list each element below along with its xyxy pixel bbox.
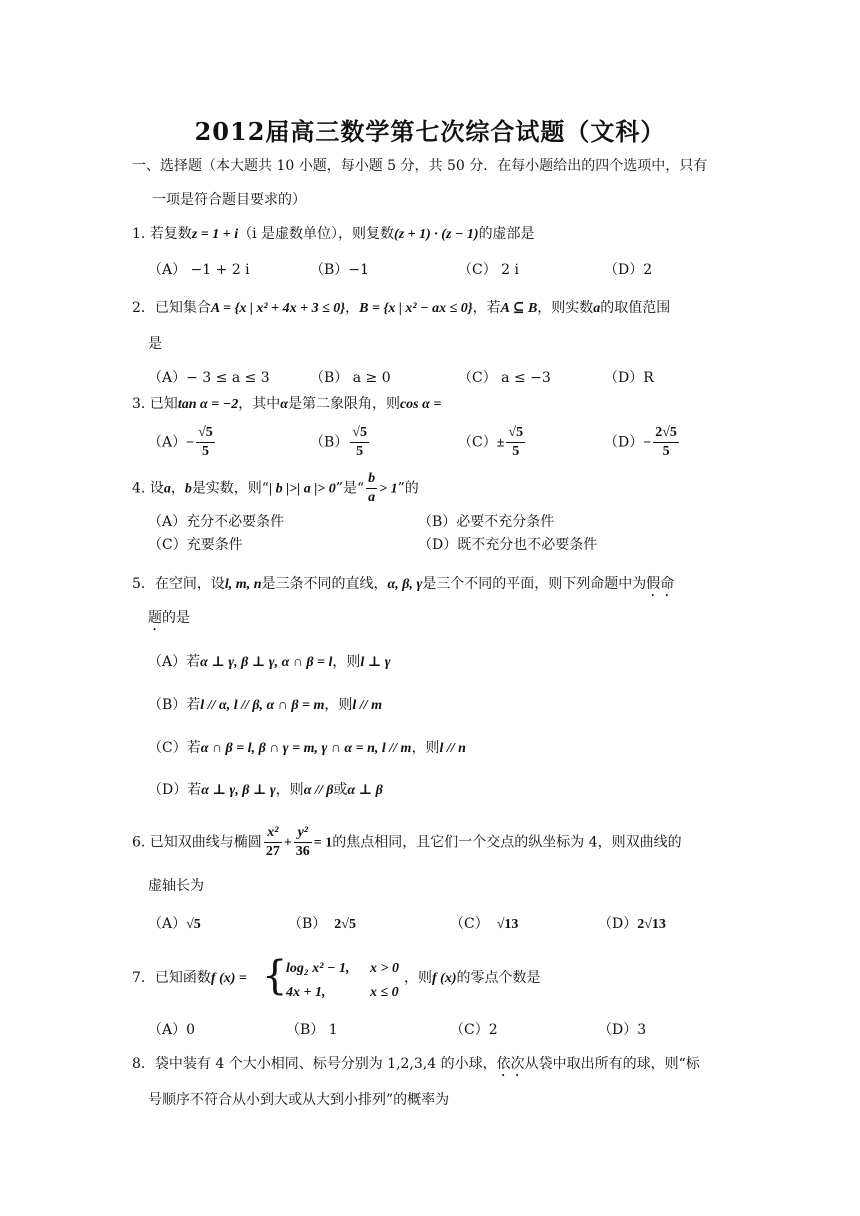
q5-lines: l, m, n (224, 577, 262, 592)
q5-emphasis: 假命 (646, 576, 675, 592)
q6-f1-den: 27 (265, 844, 280, 859)
q4-option-d: （D）既不充分也不必要条件 (418, 537, 598, 553)
q2-text-mid: ，若 (472, 300, 501, 316)
q6-plus: + (283, 835, 292, 851)
q7-case2-cond: x ≤ 0 (370, 985, 399, 1000)
q4-option-a: （A）充分不必要条件 (148, 514, 285, 530)
q3-c-num: √5 (506, 424, 525, 443)
q4-var-b: b (184, 481, 192, 497)
q5-line2-text: 的是 (162, 610, 190, 626)
q3-d-fraction (653, 424, 679, 461)
q8-emphasis: 依次 (496, 1056, 525, 1072)
q4-var-a: a (163, 481, 171, 497)
q3-b-fraction (350, 424, 369, 461)
q1-option-b: （B）−1 (310, 262, 369, 278)
q7-case-2-cond (370, 982, 399, 1003)
q5-d-or: 或 (333, 782, 348, 798)
q4-frac-den: a (368, 490, 376, 505)
q3-alpha: α (280, 397, 288, 412)
q1-text-post: 的虚部是 (478, 226, 535, 242)
q7-option-a: （A）0 (148, 1022, 196, 1038)
q1-text-pre: 1. 若复数 (132, 226, 192, 242)
q3-option-d (604, 424, 681, 461)
q3-text-mid: ，其中 (238, 396, 281, 412)
q5-a-math: α ⊥ γ, β ⊥ γ, α ∩ β = l (200, 655, 333, 670)
q4-frac-num: b (366, 470, 377, 489)
q8-text-pre: 8．袋中装有 4 个大小相同、标号分别为 1,2,3,4 的小球， (132, 1056, 497, 1072)
q1-math-expr: (z + 1) · (z − 1) (394, 227, 479, 242)
q5-b-result: l // m (352, 698, 382, 713)
q3-d-num: 2√5 (653, 424, 679, 443)
q1-option-d: （D）2 (604, 262, 653, 278)
question-5-stem (132, 574, 674, 600)
q3-a-fraction (196, 424, 215, 461)
q5-d-mid: ，则 (275, 782, 304, 798)
q5-d-result-2: α ⊥ β (347, 783, 383, 798)
q6-f1-num: x² (264, 824, 282, 843)
q7-case-1 (286, 958, 349, 979)
q3-b-num: √5 (350, 424, 369, 443)
question-6-stem (132, 824, 682, 861)
q6-f2-num: y² (294, 824, 312, 843)
question-7-stem-pre (132, 968, 247, 989)
question-8-stem (132, 1054, 700, 1080)
q5-a-pre: （A）若 (148, 654, 201, 670)
q7-function-ref: f (x) (432, 971, 457, 986)
q5-text-mid2: 是三个不同的平面，则下列命题中为 (422, 576, 647, 592)
q5-c-pre: （C）若 (148, 740, 201, 756)
q3-a-sign: − (186, 435, 195, 451)
q5-option-d (148, 780, 383, 801)
q3-a-label: （A） (148, 434, 187, 451)
q6-option-d (598, 914, 666, 935)
q3-a-num: √5 (196, 424, 215, 443)
q2-set-b: B = {x | x² − ax ≤ 0} (359, 301, 473, 316)
section-instructions-line1: 一、选择题（本大题共 10 小题，每小题 5 分，共 50 分．在每小题给出的四个选项中，只有 (132, 158, 708, 174)
q6-equals: = 1 (313, 835, 333, 851)
q5-emphasis-2: 题 (148, 610, 162, 626)
q5-d-math: α ⊥ γ, β ⊥ γ (201, 783, 276, 798)
q5-text-pre: 5．在空间，设 (132, 576, 225, 592)
q7-option-b: （B） 1 (286, 1022, 338, 1038)
page-title: 2012届高三数学第七次综合试题（文科） (194, 117, 666, 146)
q3-b-label: （B） (310, 434, 349, 451)
q5-c-result: l // n (439, 741, 466, 756)
q3-b-den: 5 (356, 444, 364, 459)
question-2-stem (132, 298, 670, 319)
q7-option-c: （C）2 (450, 1022, 498, 1038)
q5-stem-line2 (148, 608, 190, 634)
q6-option-a (148, 914, 201, 935)
q4-condition-1: | b |>| a |> 0 (268, 481, 336, 497)
q2-text-post: ，则实数 (537, 300, 594, 316)
q6-a-label: （A） (148, 916, 187, 932)
q5-c-mid: ，则 (411, 740, 440, 756)
question-4-stem (132, 470, 419, 507)
q2-var-a: a (593, 301, 601, 316)
q5-b-mid: ，则 (324, 697, 353, 713)
q5-c-math: α ∩ β = l, β ∩ γ = m, γ ∩ α = n, l // m (200, 741, 412, 756)
question-7-stem-post (404, 968, 541, 989)
q3-condition: tan α = −2 (177, 397, 239, 412)
q6-fraction-x (264, 824, 282, 861)
q6-text-pre: 6. 已知双曲线与椭圆 (132, 834, 262, 851)
q1-math-z: z = 1 + i (191, 227, 239, 242)
q5-planes: α, β, γ (387, 577, 423, 592)
q3-a-den: 5 (201, 444, 209, 459)
q2-option-d: （D）R (604, 370, 654, 386)
q3-d-sign: − (643, 435, 652, 451)
q3-c-fraction (506, 424, 525, 461)
q3-d-label: （D） (604, 434, 644, 451)
question-1-stem (132, 224, 535, 245)
q2-comma: ， (345, 300, 360, 316)
q7-text-post: 的零点个数是 (456, 970, 541, 986)
q5-a-result: l ⊥ γ (360, 655, 391, 670)
q5-b-pre: （B）若 (148, 697, 201, 713)
q3-text-mid2: 是第二象限角，则 (287, 396, 400, 412)
q2-subset: A ⊆ B (500, 301, 538, 316)
q7-option-d: （D）3 (598, 1022, 647, 1038)
q2-stem-line2: 是 (148, 336, 162, 352)
q7-case-2 (286, 982, 325, 1003)
q4-text-mid: 是实数，则“ (191, 480, 269, 497)
q3-option-a (148, 424, 217, 461)
q5-d-pre: （D）若 (148, 782, 202, 798)
q7-case2-expr: 4x + 1, (286, 985, 326, 1000)
q5-option-a (148, 652, 391, 673)
q3-option-c (458, 424, 527, 461)
q3-option-b (310, 424, 371, 461)
q3-ask: cos α = (399, 397, 442, 412)
q6-f2-den: 36 (295, 844, 310, 859)
section-instructions-line2: 一项是符合题目要求的） (152, 192, 306, 208)
q6-d-value: 2√13 (637, 917, 666, 932)
q5-a-mid: ，则 (332, 654, 361, 670)
q6-option-c (450, 914, 518, 935)
q4-condition-2: > 1 (379, 481, 398, 497)
q3-text-pre: 3. 已知 (132, 396, 178, 412)
question-3-stem (132, 394, 441, 415)
q6-b-label: （B） (288, 916, 327, 932)
q5-option-c (148, 738, 466, 759)
q4-text-mid2: ”是“ (335, 480, 365, 497)
q5-d-result: α // β (303, 783, 334, 798)
q2-text-pre: 2．已知集合 (132, 300, 211, 316)
q6-option-b (288, 914, 356, 935)
q1-text-mid: （i 是虚数单位），则复数 (238, 226, 395, 242)
q6-d-label: （D） (598, 916, 638, 932)
q7-text-pre: 7．已知函数 (132, 970, 211, 986)
q3-c-den: 5 (512, 444, 520, 459)
q6-a-value: √5 (186, 917, 201, 932)
q7-text-mid: ，则 (404, 970, 432, 986)
q7-case1-cond: x > 0 (370, 961, 399, 976)
q4-fraction (366, 470, 377, 507)
q2-option-c: （C） a ≤ −3 (458, 370, 551, 386)
q4-text-pre: 4. 设 (132, 480, 164, 497)
q4-text-post: ”的 (397, 480, 419, 497)
q7-case1-expr: log₂ x² − 1, (286, 961, 350, 976)
q6-b-value: 2√5 (334, 917, 356, 932)
q2-option-a: （A）− 3 ≤ a ≤ 3 (148, 370, 270, 386)
q4-option-b: （B）必要不充分条件 (418, 514, 555, 530)
q6-fraction-y (294, 824, 312, 861)
q4-option-c: （C）充要条件 (148, 537, 243, 553)
q6-stem-line2: 虚轴长为 (148, 878, 204, 894)
q4-comma: ， (170, 480, 185, 497)
q6-c-label: （C） (450, 916, 489, 932)
q7-function-name: f (x) = (210, 971, 247, 986)
q8-text-post: 从袋中取出所有的球，则“标 (524, 1056, 700, 1072)
q1-option-a: （A） −1 + 2 i (148, 262, 250, 278)
q8-stem-line2: 号顺序不符合从小到大或从大到小排列”的概率为 (148, 1092, 450, 1108)
q2-text-end: 的取值范围 (600, 300, 671, 316)
q2-option-b: （B） a ≥ 0 (310, 370, 391, 386)
q5-option-b (148, 695, 382, 716)
q3-c-sign: ± (496, 435, 505, 451)
q1-option-c: （C） 2 i (458, 262, 519, 278)
q3-d-den: 5 (662, 444, 670, 459)
q6-text-post: 的焦点相同，且它们一个交点的纵坐标为 4，则双曲线的 (332, 834, 682, 851)
q6-c-value: √13 (496, 917, 519, 932)
q2-set-a: A = {x | x² + 4x + 3 ≤ 0} (210, 301, 346, 316)
q5-b-math: l // α, l // β, α ∩ β = m (200, 698, 325, 713)
q7-left-brace: { (262, 953, 288, 999)
q5-text-mid: 是三条不同的直线， (261, 576, 388, 592)
q7-case-1-cond (370, 958, 399, 979)
q3-c-label: （C） (458, 434, 497, 451)
